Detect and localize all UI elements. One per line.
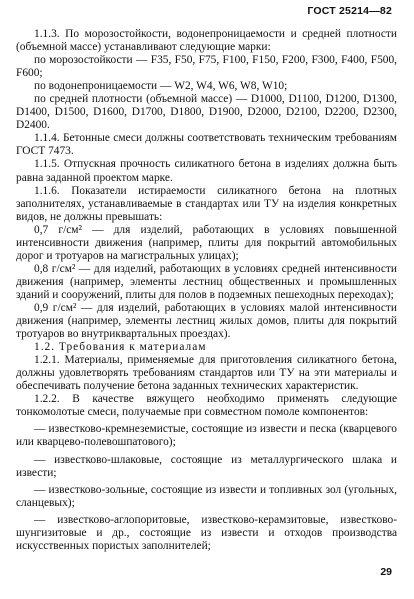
water-resistance-grades: по водонепроницаемости — W2, W4, W6, W8, W10; (34, 80, 288, 93)
document-body (16, 28, 397, 553)
section-heading-1-2: 1.2. Требования к материалам (34, 341, 207, 354)
list-item: — известково-шлаковые, состоящие из металлургического шлака и извести; (16, 453, 397, 479)
list-item: — известково-аглопоритовые, известково-керамзитовые, известково-шунгизитовые и др., состоящие из извести и отходов производства искусственных пористых заполнителей; (16, 513, 397, 552)
document-header: ГОСТ 25214—82 (307, 5, 392, 17)
paragraph-1-1-6: 1.1.6. Показатели истираемости силикатного бетона на плотных заполнителях, устанавливаемые в стандартах или ТУ на изделия конкретных видов, не должны превышать: (16, 184, 397, 223)
page-number: 29 (380, 566, 392, 578)
paragraph-1-2-1: 1.2.1. Материалы, применяемые для приготовления силикатного бетона, должны удовлетворять требованиям стандартов или ТУ на эти материалы и обеспечивать получение бетона заданных технических характеристик. (16, 354, 397, 393)
frost-resistance-grades: по морозостойкости — F35, F50, F75, F100, F150, F200, F300, F400, F500, F600; (16, 54, 397, 80)
abrasion-0-7: 0,7 г/см² — для изделий, работающих в условиях повышенной интенсивности движения (например, плиты для покрытий автомобильных дорог и тротуаров на магистральных улицах); (16, 223, 397, 262)
list-item: — известково-зольные, состоящие из извести и топливных зол (угольных, сланцевых); (16, 483, 397, 509)
paragraph-1-1-3: 1.1.3. По морозостойкости, водонепроницаемости и средней плотности (объемной массе) устанавливают следующие марки: (16, 28, 397, 54)
abrasion-0-8: 0,8 г/см² — для изделий, работающих в условиях средней интенсивности движения (например, элементы лестниц общественных и промышленных зданий и сооружений, плиты для полов в подземных пешеходных переходах); (16, 262, 397, 301)
abrasion-0-9: 0,9 г/см² — для изделий, работающих в условиях малой интенсивности движения (например, элементы лестниц жилых домов, плиты для покрытий тротуаров во внутриквартальных проездах). (16, 301, 397, 341)
paragraph-1-1-5: 1.1.5. Отпускная прочность силикатного бетона в изделиях должна быть равна заданной проектом марке. (16, 158, 397, 184)
paragraph-1-2-2: 1.2.2. В качестве вяжущего необходимо применять следующие тонкомолотые смеси, получаемые при совместном помоле компонентов: (16, 393, 397, 419)
density-grades: по средней плотности (объемной массе) — D1000, D1100, D1200, D1300, D1400, D1500, D1600, D1700, D1800, D1900, D2000, D2100, D2200, D2300, D2400. (16, 93, 397, 132)
list-item: — известково-кремнеземистые, состоящие из извести и песка (кварцевого или кварцево-полевошпатового); (16, 423, 397, 449)
paragraph-1-1-4: 1.1.4. Бетонные смеси должны соответствовать техническим требованиям ГОСТ 7473. (16, 132, 397, 158)
